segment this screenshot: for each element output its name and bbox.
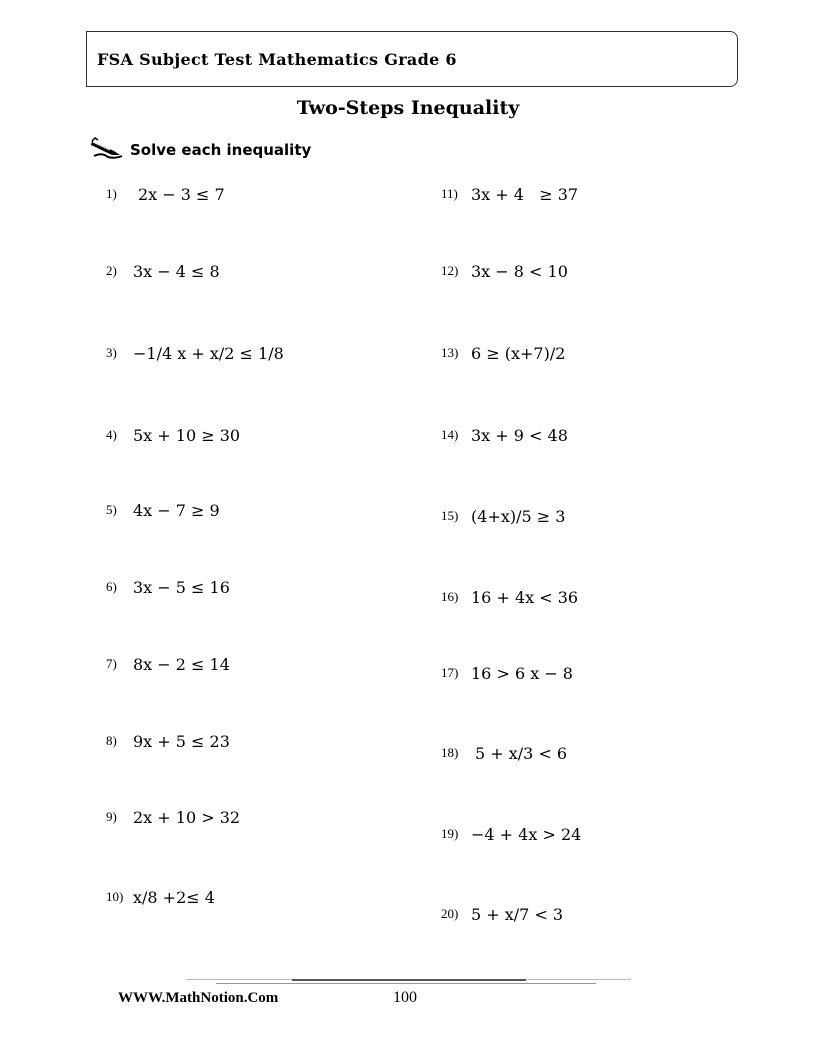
- problem-expression: 3x + 4 ≥ 37: [471, 184, 579, 204]
- problem-15: [441, 499, 565, 533]
- problem-11: [441, 177, 578, 211]
- pencil-writing-icon: [90, 137, 124, 163]
- problem-number: 9): [106, 809, 117, 824]
- problem-number: 1): [106, 186, 117, 201]
- problem-number: 5): [106, 502, 117, 517]
- problem-number: 16): [441, 589, 459, 604]
- problem-expression: 2x − 3 ≤ 7: [138, 184, 225, 204]
- problem-expression: 16 + 4x < 36: [471, 587, 579, 607]
- instruction: [90, 138, 311, 162]
- instruction-text: Solve each inequality: [130, 141, 312, 159]
- problem-expression: 3x − 4 ≤ 8: [133, 261, 220, 281]
- problem-number: 3): [106, 345, 117, 360]
- problem-expression: 3x − 8 < 10: [471, 261, 568, 281]
- problem-number: 10): [106, 889, 124, 904]
- problem-2: [106, 254, 220, 288]
- problem-number: 11): [441, 186, 458, 201]
- problem-4: [106, 418, 240, 452]
- problem-number: 4): [106, 427, 117, 442]
- problem-expression: 4x − 7 ≥ 9: [133, 500, 220, 520]
- problem-expression: 6 ≥ (x+7)/2: [471, 343, 566, 363]
- problem-1: [106, 177, 225, 211]
- problem-expression: 3x − 5 ≤ 16: [133, 577, 230, 597]
- problem-16: [441, 580, 578, 614]
- problem-expression: x/8 +2≤ 4: [133, 887, 215, 907]
- problem-number: 18): [441, 745, 459, 760]
- problem-expression: 5 + x/7 < 3: [471, 904, 564, 924]
- problem-9: [106, 800, 240, 834]
- page-title: Two-Steps Inequality: [296, 97, 520, 119]
- problem-6: [106, 570, 230, 604]
- footer-divider: [216, 983, 596, 984]
- problem-expression: −4 + 4x > 24: [471, 824, 582, 844]
- problem-5: [106, 493, 220, 527]
- problem-18: [441, 736, 567, 770]
- problem-number: 14): [441, 427, 459, 442]
- problem-expression: 16 > 6 x − 8: [471, 663, 573, 683]
- problem-number: 2): [106, 263, 117, 278]
- header-box: [86, 31, 738, 87]
- problem-expression: 5 + x/3 < 6: [475, 743, 568, 763]
- problem-number: 19): [441, 826, 459, 841]
- problem-number: 13): [441, 345, 459, 360]
- footer-website: WWW.MathNotion.Com: [118, 990, 279, 1006]
- problem-19: [441, 817, 581, 851]
- problem-expression: −1/4 x + x/2 ≤ 1/8: [133, 343, 284, 363]
- problem-number: 15): [441, 508, 459, 523]
- problem-8: [106, 724, 230, 758]
- problem-3: [106, 336, 284, 370]
- problem-number: 7): [106, 656, 117, 671]
- problem-7: [106, 647, 230, 681]
- problem-12: [441, 254, 568, 288]
- problem-number: 6): [106, 579, 117, 594]
- page-number: 100: [393, 989, 417, 1006]
- problem-14: [441, 418, 568, 452]
- problem-20: [441, 897, 563, 931]
- problem-expression: 3x + 9 < 48: [471, 425, 568, 445]
- problem-expression: 5x + 10 ≥ 30: [133, 425, 241, 445]
- problem-number: 8): [106, 733, 117, 748]
- header-title: FSA Subject Test Mathematics Grade 6: [97, 50, 457, 69]
- problem-10: [106, 880, 215, 914]
- problem-number: 12): [441, 263, 459, 278]
- problem-number: 17): [441, 665, 459, 680]
- footer-divider: [292, 979, 526, 981]
- problem-expression: 9x + 5 ≤ 23: [133, 731, 230, 751]
- problem-expression: 8x − 2 ≤ 14: [133, 654, 230, 674]
- problem-number: 20): [441, 906, 459, 921]
- problem-13: [441, 336, 565, 370]
- problem-expression: 2x + 10 > 32: [133, 807, 241, 827]
- problem-expression: (4+x)/5 ≥ 3: [471, 506, 566, 526]
- problem-17: [441, 656, 573, 690]
